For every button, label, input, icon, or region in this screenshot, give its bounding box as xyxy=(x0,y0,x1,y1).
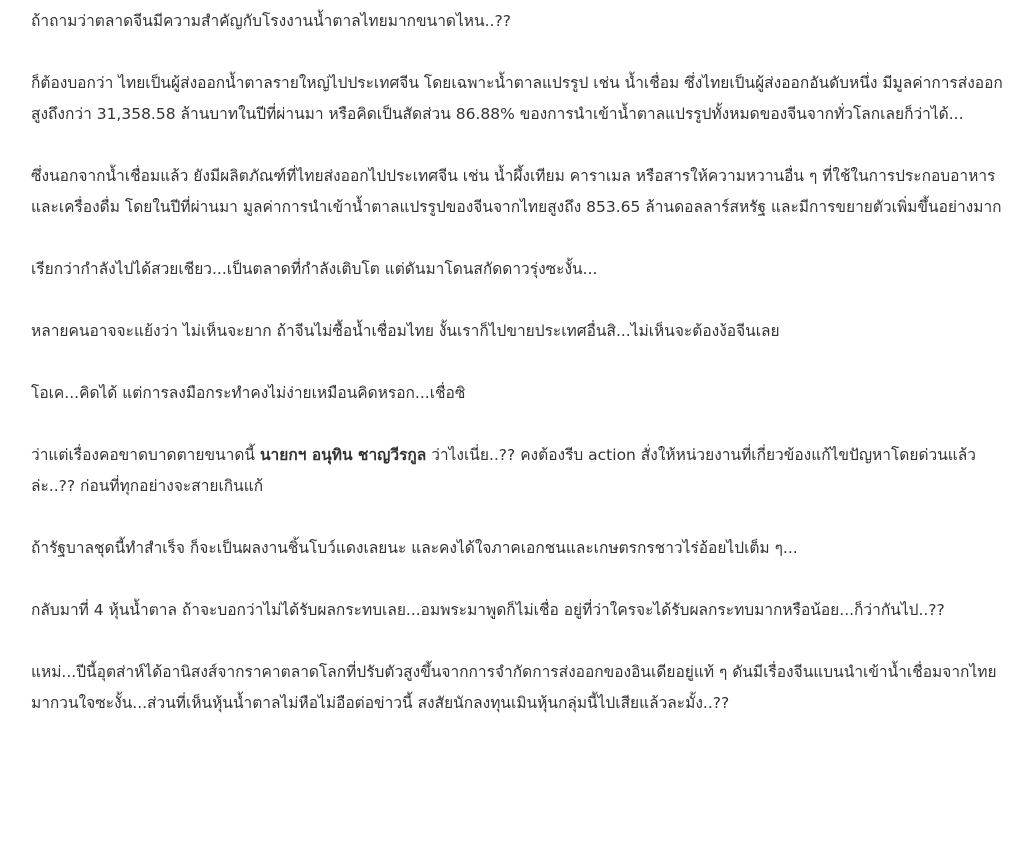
prime-minister-name: นายกฯ อนุทิน ชาญวีรกูล xyxy=(259,446,427,464)
paragraph-2: ก็ต้องบอกว่า ไทยเป็นผู้ส่งออกน้ำตาลรายใหญ่ไปประเทศจีน โดยเฉพาะน้ำตาลแปรรูป เช่น น้ำเชื่อม ซึ่งไทยเป็นผู้ส่งออกอันดับหนึ่ง มีมูลค่าการส่งออกสูงถึงกว่า 31,358.58 ล้านบาทในปีที่ผ่านมา หรือคิดเป็นสัดส่วน 86.88% ของการนำเข้าน้ำตาลแปรรูปทั้งหมดของจีนจากทั่วโลกเลยก็ว่าได้... xyxy=(31,74,1003,123)
paragraph-4: เรียกว่ากำลังไปได้สวยเชียว...เป็นตลาดที่กำลังเติบโต แต่ดันมาโดนสกัดดาวรุ่งซะงั้น... xyxy=(31,260,598,278)
paragraph-3: ซึ่งนอกจากน้ำเชื่อมแล้ว ยังมีผลิตภัณฑ์ที่ไทยส่งออกไปประเทศจีน เช่น น้ำผึ้งเทียม คาราเมล หรือสารให้ความหวานอื่น ๆ ที่ใช้ในการประกอบอาหารและเครื่องดื่ม โดยในปีที่ผ่านมา มูลค่าการนำเข้าน้ำตาลแปรรูปของจีนจากไทยสูงถึง 853.65 ล้านดอลลาร์สหรัฐ และมีการขยายตัวเพิ่มขึ้นอย่างมาก xyxy=(31,167,1002,216)
paragraph-spacer xyxy=(31,347,1012,378)
paragraph-7-text-end: ว่าไงเนี่ย..?? คงต้องรีบ action สั่งให้หน่วยงานที่เกี่ยวข้องแก้ไขปัญหาโดยด่วนแล้วล่ะ..?? ก่อนที่ทุกอย่างจะสายเกินแก้ xyxy=(31,446,977,495)
paragraph-10: แหม่...ปีนี้อุตส่าห์ได้อานิสงส์จากราคาตลาดโลกที่ปรับตัวสูงขึ้นจากการจำกัดการส่งออกของอินเดียอยู่แท้ ๆ ดันมีเรื่องจีนแบนนำเข้าน้ำเชื่อมจากไทยมากวนใจซะงั้น...ส่วนที่เห็นหุ้นน้ำตาลไม่หือไม่อือต่อข่าวนี้ สงสัยนักลงทุนเมินหุ้นกลุ่มนี้ไปเสียแล้วละมั้ง..?? xyxy=(31,663,997,712)
paragraph-spacer xyxy=(31,223,1012,254)
paragraph-spacer xyxy=(31,626,1012,657)
paragraph-6: โอเค...คิดได้ แต่การลงมือกระทำคงไม่ง่ายเหมือนคิดหรอก...เชื่อซิ xyxy=(31,384,466,402)
paragraph-1: ถ้าถามว่าตลาดจีนมีความสำคัญกับโรงงานน้ำตาลไทยมากขนาดไหน..?? xyxy=(31,12,511,30)
paragraph-5: หลายคนอาจจะแย้งว่า ไม่เห็นจะยาก ถ้าจีนไม่ซื้อน้ำเชื่อมไทย งั้นเราก็ไปขายประเทศอื่นสิ...ไม่เห็นจะต้องง้อจีนเลย xyxy=(31,322,780,340)
paragraph-spacer xyxy=(31,564,1012,595)
paragraph-spacer xyxy=(31,409,1012,440)
paragraph-spacer xyxy=(31,502,1012,533)
paragraph-9: กลับมาที่ 4 หุ้นน้ำตาล ถ้าจะบอกว่าไม่ได้รับผลกระทบเลย...อมพระมาพูดก็ไม่เชื่อ อยู่ที่ว่าใครจะได้รับผลกระทบมากหรือน้อย...ก็ว่ากันไป..?? xyxy=(31,601,945,619)
paragraph-7 xyxy=(31,440,1012,502)
paragraph-spacer xyxy=(31,285,1012,316)
paragraph-spacer xyxy=(31,37,1012,68)
paragraph-7-text-start: ว่าแต่เรื่องคอขาดบาดตายขนาดนี้ xyxy=(31,446,260,464)
paragraph-spacer xyxy=(31,130,1012,161)
paragraph-8: ถ้ารัฐบาลชุดนี้ทำสำเร็จ ก็จะเป็นผลงานชิ้นโบว์แดงเลยนะ และคงได้ใจภาคเอกชนและเกษตรกรชาวไร่อ้อยไปเต็ม ๆ... xyxy=(31,539,798,557)
